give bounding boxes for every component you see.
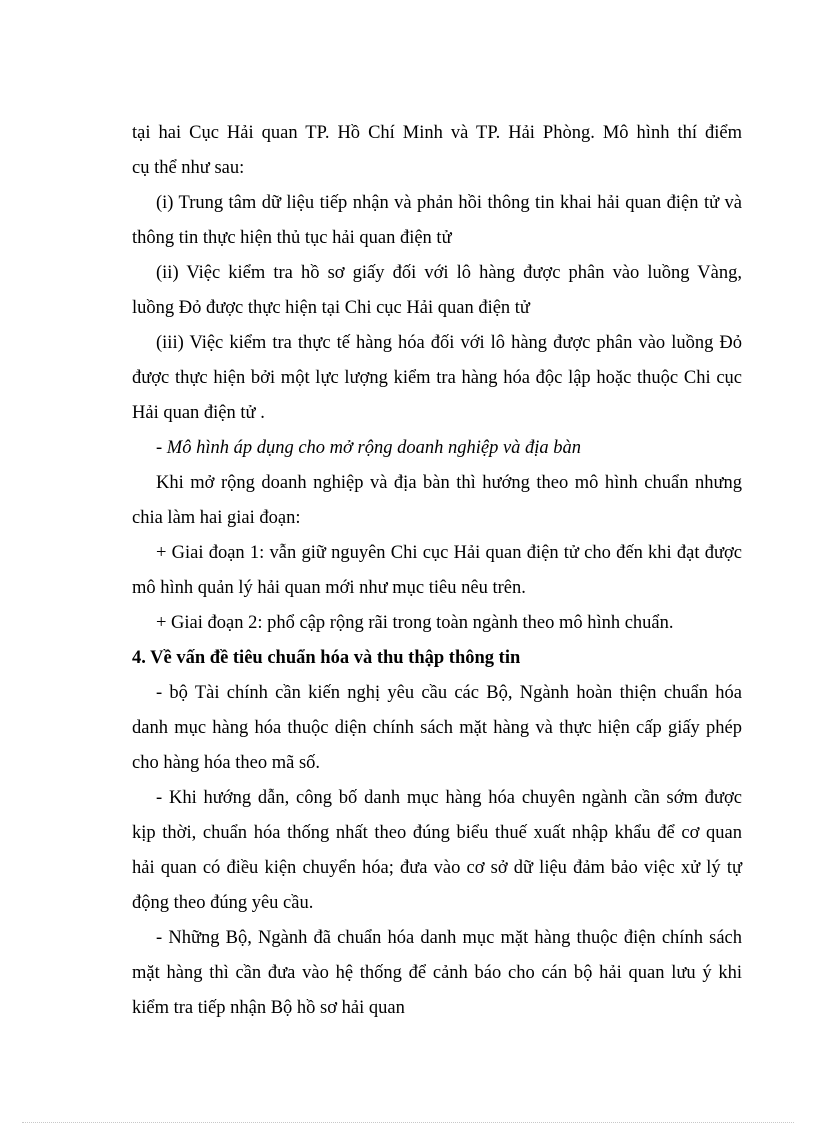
section-heading: 4. Về vấn đề tiêu chuẩn hóa và thu thập thông tin xyxy=(132,648,521,668)
text-line: cho hàng hóa theo mã số. xyxy=(132,753,321,773)
text-line: mặt hàng thì cần đưa vào hệ thống để cảnh báo cho cán bộ hải quan lưu ý khi xyxy=(132,963,742,983)
text-line: Khi mở rộng doanh nghiệp và địa bàn thì hướng theo mô hình chuẩn nhưng xyxy=(156,473,742,493)
section-subheading: - Mô hình áp dụng cho mở rộng doanh nghiệp và địa bàn xyxy=(156,438,582,458)
text-line: được thực hiện bởi một lực lượng kiểm tra hàng hóa độc lập hoặc thuộc Chi cục xyxy=(132,368,742,388)
text-line: chia làm hai giai đoạn: xyxy=(132,508,301,528)
text-line: Hải quan điện tử . xyxy=(132,403,265,423)
text-line: (ii) Việc kiểm tra hồ sơ giấy đối với lô hàng được phân vào luồng Vàng, xyxy=(156,263,742,283)
text-line: + Giai đoạn 1: vẫn giữ nguyên Chi cục Hải quan điện tử cho đến khi đạt được xyxy=(156,543,742,563)
text-line: - bộ Tài chính cần kiến nghị yêu cầu các Bộ, Ngành hoàn thiện chuẩn hóa xyxy=(156,683,742,703)
text-line: tại hai Cục Hải quan TP. Hồ Chí Minh và TP. Hải Phòng. Mô hình thí điểm xyxy=(132,123,742,143)
text-line: - Những Bộ, Ngành đã chuẩn hóa danh mục mặt hàng thuộc điện chính sách xyxy=(156,928,742,948)
text-line: hải quan có điều kiện chuyển hóa; đưa vào cơ sở dữ liệu đảm bảo việc xử lý tự xyxy=(132,858,742,878)
text-line: - Khi hướng dẫn, công bố danh mục hàng hóa chuyên ngành cần sớm được xyxy=(156,788,742,808)
text-line: kiểm tra tiếp nhận Bộ hồ sơ hải quan xyxy=(132,998,405,1018)
text-line: cụ thể như sau: xyxy=(132,158,245,178)
text-line: danh mục hàng hóa thuộc diện chính sách mặt hàng và thực hiện cấp giấy phép xyxy=(132,718,742,738)
text-line: mô hình quản lý hải quan mới như mục tiêu nêu trên. xyxy=(132,578,526,598)
text-line: (i) Trung tâm dữ liệu tiếp nhận và phản hồi thông tin khai hải quan điện tử và xyxy=(156,193,742,213)
text-line: + Giai đoạn 2: phổ cập rộng rãi trong toàn ngành theo mô hình chuẩn. xyxy=(156,613,674,633)
text-line: (iii) Việc kiểm tra thực tế hàng hóa đối với lô hàng được phân vào luồng Đỏ xyxy=(156,333,742,353)
text-line: thông tin thực hiện thủ tục hải quan điện tử xyxy=(132,228,452,248)
text-line: kịp thời, chuẩn hóa thống nhất theo đúng biểu thuế xuất nhập khẩu để cơ quan xyxy=(132,823,742,843)
text-line: động theo đúng yêu cầu. xyxy=(132,893,314,913)
document-page xyxy=(132,116,742,1026)
text-line: luồng Đỏ được thực hiện tại Chi cục Hải quan điện tử xyxy=(132,298,530,318)
